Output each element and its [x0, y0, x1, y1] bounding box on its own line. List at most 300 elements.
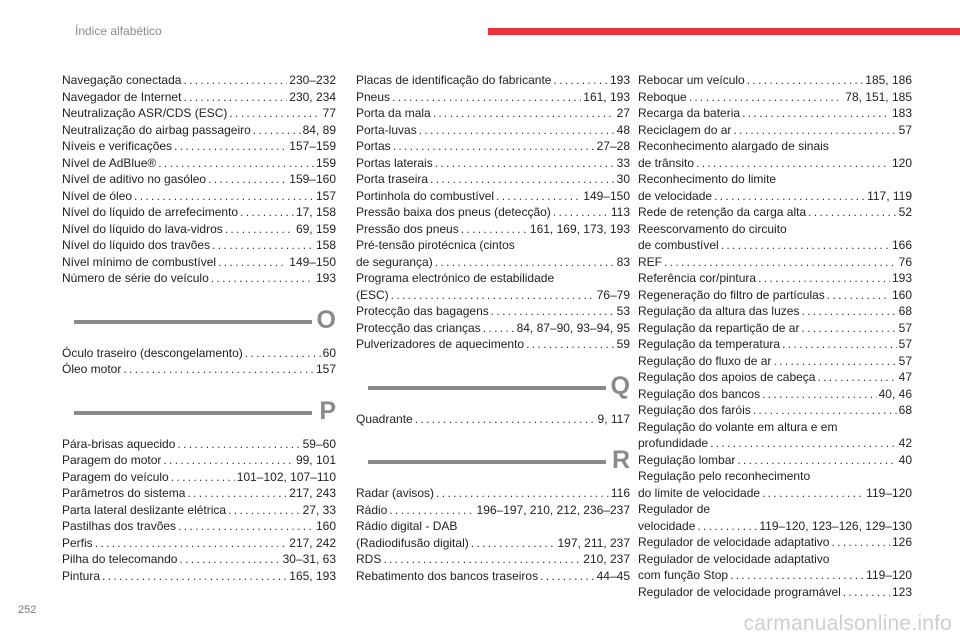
- index-page-ref: 120: [891, 155, 912, 170]
- index-page-ref: 53: [616, 304, 630, 318]
- index-entry-line: [356, 72, 630, 89]
- index-entry: [638, 221, 912, 254]
- index-entry: [638, 402, 912, 419]
- index-page-ref: 30–31, 63: [282, 552, 336, 566]
- index-term: Reescorvamento do circuito: [638, 221, 787, 236]
- index-page-ref: 68: [898, 304, 912, 318]
- dot-leader: [742, 105, 890, 122]
- index-entry-line: [62, 105, 336, 122]
- index-page-ref: 27: [616, 106, 630, 120]
- index-page-ref: 158: [315, 238, 336, 252]
- index-entry: [356, 411, 630, 428]
- index-entry: [638, 122, 912, 139]
- index-entry: [356, 551, 630, 568]
- index-entry-line: [356, 254, 630, 271]
- index-term: Reconhecimento alargado de sinais: [638, 139, 829, 153]
- index-entry-line: [62, 535, 336, 552]
- dot-leader: [733, 122, 896, 139]
- index-term: Pneus: [356, 89, 391, 104]
- index-entry-line: [638, 320, 912, 337]
- page-number: 252: [18, 604, 37, 616]
- dot-leader: [831, 534, 889, 551]
- index-entry: [356, 518, 630, 551]
- index-entry: [638, 452, 912, 469]
- index-term: Protecção das crianças: [356, 320, 481, 335]
- index-entry-line: [638, 386, 912, 403]
- dot-leader: [183, 72, 287, 89]
- index-entry-line: [62, 122, 336, 139]
- index-page-ref: 113: [610, 205, 630, 219]
- index-entry-line: [62, 502, 336, 519]
- index-entry: [62, 72, 336, 89]
- index-page-ref: 83: [616, 254, 630, 269]
- index-entry-line: [638, 435, 912, 452]
- index-page-ref: 27–28: [596, 139, 630, 153]
- index-term: Níveis e verificações: [62, 139, 173, 153]
- index-term: velocidade: [638, 518, 696, 533]
- dot-leader: [843, 584, 890, 601]
- dot-leader: [435, 254, 615, 271]
- dot-leader: [229, 105, 320, 122]
- index-term: Regeneração do filtro de partículas: [638, 287, 825, 302]
- dot-leader: [95, 535, 288, 552]
- index-page-ref: 69, 159: [295, 221, 336, 236]
- dot-leader: [158, 155, 314, 172]
- index-entry: [62, 89, 336, 106]
- index-entry: [638, 551, 912, 584]
- index-term: Paragem do veículo: [62, 469, 169, 484]
- dot-leader: [240, 204, 294, 221]
- index-page-ref: 149–150: [289, 254, 336, 269]
- running-header: Índice alfabético: [75, 24, 162, 38]
- index-term: Protecção das bagagens: [356, 304, 489, 318]
- dot-leader: [187, 485, 287, 502]
- index-page-ref: 76: [898, 254, 912, 269]
- index-term: de velocidade: [638, 188, 713, 203]
- index-entry: [62, 568, 336, 585]
- index-page-ref: 123: [891, 584, 912, 599]
- index-term: Pré-tensão pirotécnica (cintos: [356, 238, 515, 252]
- index-entry: [62, 155, 336, 172]
- dot-leader: [163, 452, 294, 469]
- index-page-ref: 57: [898, 122, 912, 137]
- index-entry-line: [356, 89, 630, 106]
- index-entry: [638, 138, 912, 171]
- dot-leader: [123, 361, 314, 378]
- index-term: Regulação lombar: [638, 452, 736, 467]
- index-term: Pilha do telecomando: [62, 552, 178, 566]
- index-term: REF: [638, 254, 662, 269]
- index-term: Reciclagem do ar: [638, 122, 732, 137]
- index-entry-line: [356, 303, 630, 320]
- index-entry-line: [638, 485, 912, 502]
- index-term: Regulação do fluxo de ar: [638, 353, 772, 368]
- index-page-ref: 59: [616, 337, 630, 351]
- index-entry-line: [356, 237, 630, 254]
- index-page-ref: 193: [891, 271, 912, 285]
- index-page-ref: 185, 186: [865, 73, 912, 87]
- dot-leader: [174, 138, 287, 155]
- section-header: [356, 371, 630, 411]
- index-entry: [62, 535, 336, 552]
- index-page-ref: 117, 119: [867, 188, 912, 203]
- index-entry-line: [62, 270, 336, 287]
- index-entry-line: [356, 138, 630, 155]
- index-entry-line: [638, 138, 912, 155]
- index-entry-line: [356, 221, 630, 238]
- index-page-ref: 101–102, 107–110: [236, 469, 336, 484]
- index-entry: [356, 72, 630, 89]
- index-term: Quadrante: [356, 411, 413, 426]
- index-term: (Radiodifusão digital): [356, 535, 469, 550]
- index-entry-line: [62, 551, 336, 568]
- index-entry: [62, 188, 336, 205]
- index-entry-line: [638, 155, 912, 172]
- index-term: Nível do líquido dos travões: [62, 238, 211, 252]
- index-term: Reconhecimento do limite: [638, 172, 777, 186]
- index-term: profundidade: [638, 436, 709, 450]
- dot-leader: [737, 452, 896, 469]
- index-term: Nível mínimo de combustível: [62, 254, 217, 269]
- index-entry-line: [638, 468, 912, 485]
- index-page-ref: 59–60: [302, 436, 336, 451]
- index-page-ref: 217, 243: [289, 486, 336, 500]
- index-entry: [638, 320, 912, 337]
- dot-leader: [730, 567, 864, 584]
- index-term: Óleo motor: [62, 362, 122, 376]
- index-term: de trânsito: [638, 155, 695, 170]
- index-entry-line: [638, 287, 912, 304]
- index-entry: [62, 237, 336, 254]
- index-page-ref: 157: [315, 188, 336, 203]
- index-page-ref: 27, 33: [302, 502, 336, 517]
- index-entry-line: [638, 221, 912, 238]
- section-rule: [74, 411, 312, 415]
- index-term: Óculo traseiro (descongelamento): [62, 345, 243, 360]
- index-term: Pressão baixa dos pneus (detecção): [356, 205, 551, 219]
- index-entry-line: [62, 204, 336, 221]
- index-entry-line: [62, 518, 336, 535]
- index-term: Regulação da temperatura: [638, 337, 781, 351]
- dot-leader: [753, 402, 897, 419]
- dot-leader: [389, 502, 474, 519]
- index-entry: [62, 204, 336, 221]
- dot-leader: [540, 568, 595, 585]
- index-entry: [638, 287, 912, 304]
- dot-leader: [183, 89, 287, 106]
- section-rule: [74, 320, 312, 324]
- index-term: Reboque: [638, 89, 687, 104]
- index-entry: [638, 270, 912, 287]
- index-entry-line: [356, 411, 630, 428]
- index-page-ref: 161, 169, 173, 193: [529, 221, 630, 236]
- index-term: Regulação dos bancos: [638, 386, 761, 401]
- section-header: [62, 305, 336, 345]
- index-entry-line: [356, 485, 630, 502]
- index-entry: [356, 303, 630, 320]
- index-entry-line: [62, 171, 336, 188]
- dot-leader: [228, 502, 301, 519]
- index-page-ref: 60: [322, 345, 336, 360]
- index-page-ref: 193: [315, 271, 336, 285]
- index-entry-line: [638, 237, 912, 254]
- index-entry: [638, 468, 912, 501]
- dot-leader: [391, 287, 595, 304]
- index-entry-line: [62, 72, 336, 89]
- index-entry-line: [356, 502, 630, 519]
- index-term: Referência cor/pintura: [638, 271, 757, 285]
- index-page-ref: 30: [616, 172, 630, 186]
- index-term: RDS: [356, 552, 382, 566]
- section-header: [62, 396, 336, 436]
- index-entry: [356, 336, 630, 353]
- index-entry: [62, 122, 336, 139]
- index-entry-line: [356, 204, 630, 221]
- index-term: Regulação da altura das luzes: [638, 304, 800, 318]
- index-entry: [62, 270, 336, 287]
- dot-leader: [212, 237, 314, 254]
- section-letter: P: [319, 396, 336, 425]
- index-entry: [638, 336, 912, 353]
- index-term: Porta-luvas: [356, 122, 417, 137]
- index-entry-line: [356, 568, 630, 585]
- index-page-ref: 40: [898, 452, 912, 467]
- index-page-ref: 165, 193: [289, 568, 336, 583]
- index-page-ref: 126: [891, 535, 912, 549]
- index-entry-line: [356, 105, 630, 122]
- index-entry-line: [356, 188, 630, 205]
- index-entry: [638, 89, 912, 106]
- index-term: Rádio: [356, 502, 388, 517]
- dot-leader: [697, 518, 757, 535]
- index-term: Parâmetros do sistema: [62, 486, 186, 500]
- index-page-ref: 44–45: [596, 568, 630, 583]
- index-entry: [62, 345, 336, 362]
- dot-leader: [721, 237, 890, 254]
- dot-leader: [491, 303, 615, 320]
- dot-leader: [211, 270, 314, 287]
- dot-leader: [433, 105, 615, 122]
- index-term: do limite de velocidade: [638, 485, 761, 500]
- dot-leader: [171, 469, 235, 486]
- dot-leader: [392, 89, 581, 106]
- section-letter: Q: [610, 371, 630, 400]
- index-term: Regulador de velocidade programável: [638, 584, 841, 599]
- index-entry-line: [356, 270, 630, 287]
- dot-leader: [747, 72, 864, 89]
- index-entry-line: [638, 171, 912, 188]
- index-entry-line: [638, 204, 912, 221]
- index-entry-line: [638, 72, 912, 89]
- index-entry-line: [62, 138, 336, 155]
- index-entry-line: [356, 155, 630, 172]
- index-entry: [356, 237, 630, 270]
- index-term: Regulador de velocidade adaptativo: [638, 535, 830, 549]
- index-term: Pulverizadores de aquecimento: [356, 337, 525, 351]
- index-entry: [356, 221, 630, 238]
- index-entry-line: [638, 452, 912, 469]
- index-entry: [356, 122, 630, 139]
- index-entry-line: [638, 501, 912, 518]
- index-entry-line: [356, 518, 630, 535]
- dot-leader: [179, 551, 280, 568]
- dot-leader: [102, 568, 287, 585]
- dot-leader: [178, 518, 314, 535]
- index-term: Parta lateral deslizante elétrica: [62, 502, 227, 517]
- index-entry-line: [356, 320, 630, 337]
- dot-leader: [471, 535, 556, 552]
- index-term: com função Stop: [638, 568, 729, 582]
- index-term: Paragem do motor: [62, 453, 162, 467]
- index-page-ref: 42: [898, 436, 912, 450]
- index-entry-line: [356, 336, 630, 353]
- index-entry: [356, 204, 630, 221]
- index-term: Nível do líquido de arrefecimento: [62, 205, 239, 219]
- index-entry: [638, 369, 912, 386]
- index-term: Pastilhas dos travões: [62, 519, 177, 533]
- index-term: Rebatimento dos bancos traseiros: [356, 568, 539, 583]
- index-term: Regulador de velocidade adaptativo: [638, 551, 830, 566]
- dot-leader: [758, 270, 890, 287]
- index-entry-line: [638, 353, 912, 370]
- index-term: Portinhola do combustível: [356, 188, 495, 203]
- index-term: Navegador de Internet: [62, 89, 182, 104]
- dot-leader: [827, 287, 890, 304]
- index-entry: [62, 105, 336, 122]
- index-page-ref: 159: [315, 155, 336, 170]
- dot-leader: [762, 485, 864, 502]
- index-term: Radar (avisos): [356, 486, 435, 500]
- index-term: de combustível: [638, 238, 719, 252]
- index-term: (ESC): [356, 287, 389, 302]
- index-page-ref: 183: [891, 106, 912, 120]
- index-page-ref: 119–120: [866, 568, 912, 582]
- index-page-ref: 9, 117: [597, 411, 630, 426]
- index-entry-line: [638, 567, 912, 584]
- index-entry-line: [62, 155, 336, 172]
- index-entry: [638, 72, 912, 89]
- index-entry: [62, 221, 336, 238]
- index-entry-line: [638, 419, 912, 436]
- index-term: Porta da mala: [356, 106, 431, 120]
- index-entry-line: [62, 452, 336, 469]
- index-page-ref: 17, 158: [295, 205, 336, 219]
- index-entry: [638, 501, 912, 534]
- index-term: Regulador de: [638, 502, 711, 516]
- index-term: Rede de retenção da carga alta: [638, 205, 807, 219]
- index-term: Porta traseira: [356, 172, 429, 186]
- index-entry: [638, 353, 912, 370]
- dot-leader: [225, 221, 294, 238]
- index-entry-line: [356, 122, 630, 139]
- index-term: Nível de AdBlue®: [62, 155, 157, 170]
- index-term: Neutralização ASR/CDS (ESC): [62, 106, 228, 120]
- index-page-ref: 160: [315, 519, 336, 533]
- index-page-ref: 166: [891, 238, 912, 252]
- index-entry: [62, 502, 336, 519]
- dot-leader: [393, 138, 595, 155]
- index-entry: [62, 171, 336, 188]
- index-entry-line: [638, 254, 912, 271]
- index-entry: [638, 204, 912, 221]
- dot-leader: [208, 171, 287, 188]
- index-entry: [62, 469, 336, 486]
- dot-leader: [430, 171, 615, 188]
- dot-leader: [773, 353, 896, 370]
- dot-leader: [419, 122, 615, 139]
- dot-leader: [817, 369, 896, 386]
- index-entry-line: [638, 303, 912, 320]
- index-entry-line: [638, 336, 912, 353]
- index-page-ref: 159–160: [289, 172, 336, 186]
- index-entry-line: [638, 402, 912, 419]
- dot-leader: [436, 485, 609, 502]
- index-page-ref: 119–120: [866, 485, 912, 500]
- index-term: Regulação dos apoios de cabeça: [638, 370, 816, 384]
- index-entry-line: [356, 287, 630, 304]
- index-entry: [356, 320, 630, 337]
- index-entry-line: [638, 105, 912, 122]
- index-page-ref: 52: [898, 205, 912, 219]
- index-term: Rebocar um veículo: [638, 73, 745, 87]
- index-term: Programa electrónico de estabilidade: [356, 271, 555, 285]
- index-entry: [62, 254, 336, 271]
- dot-leader: [134, 188, 314, 205]
- section-letter: O: [316, 305, 336, 334]
- index-page-ref: 77: [322, 106, 336, 120]
- index-term: Pára-brisas aquecido: [62, 436, 176, 451]
- index-page-ref: 149–150: [583, 188, 630, 203]
- index-page-ref: 57: [898, 337, 912, 351]
- section-rule: [368, 386, 606, 390]
- index-entry-line: [638, 270, 912, 287]
- section-rule: [368, 460, 606, 464]
- dot-leader: [245, 345, 321, 362]
- index-term: Portas: [356, 139, 391, 153]
- index-entry-line: [62, 485, 336, 502]
- index-term: Navegação conectada: [62, 73, 182, 87]
- dot-leader: [496, 188, 581, 205]
- index-term: Nível de óleo: [62, 188, 133, 203]
- index-entry-line: [62, 568, 336, 585]
- index-page-ref: 33: [616, 155, 630, 170]
- index-entry-line: [62, 469, 336, 486]
- index-entry: [638, 534, 912, 551]
- index-entry-line: [638, 518, 912, 535]
- index-entry: [356, 171, 630, 188]
- index-entry-line: [356, 171, 630, 188]
- index-term: Placas de identificação do fabricante: [356, 73, 552, 87]
- dot-leader: [177, 436, 300, 453]
- index-page-ref: 57: [898, 353, 912, 368]
- index-entry: [356, 188, 630, 205]
- index-term: Pressão dos pneus: [356, 221, 459, 236]
- index-page-ref: 196–197, 210, 212, 236–237: [476, 502, 630, 517]
- index-page-ref: 217, 242: [289, 535, 336, 550]
- index-entry: [62, 485, 336, 502]
- index-entry-line: [62, 436, 336, 453]
- index-term: Regulação dos faróis: [638, 403, 751, 417]
- index-entry-line: [62, 89, 336, 106]
- index-term: Rádio digital - DAB: [356, 519, 458, 533]
- index-entry-line: [356, 551, 630, 568]
- index-page-ref: 116: [610, 486, 630, 500]
- index-term: Número de série do veículo: [62, 271, 209, 285]
- index-term: Pintura: [62, 568, 101, 583]
- index-page-ref: 99, 101: [295, 453, 336, 467]
- index-term: Nível de aditivo no gasóleo: [62, 172, 207, 186]
- index-entry-line: [638, 534, 912, 551]
